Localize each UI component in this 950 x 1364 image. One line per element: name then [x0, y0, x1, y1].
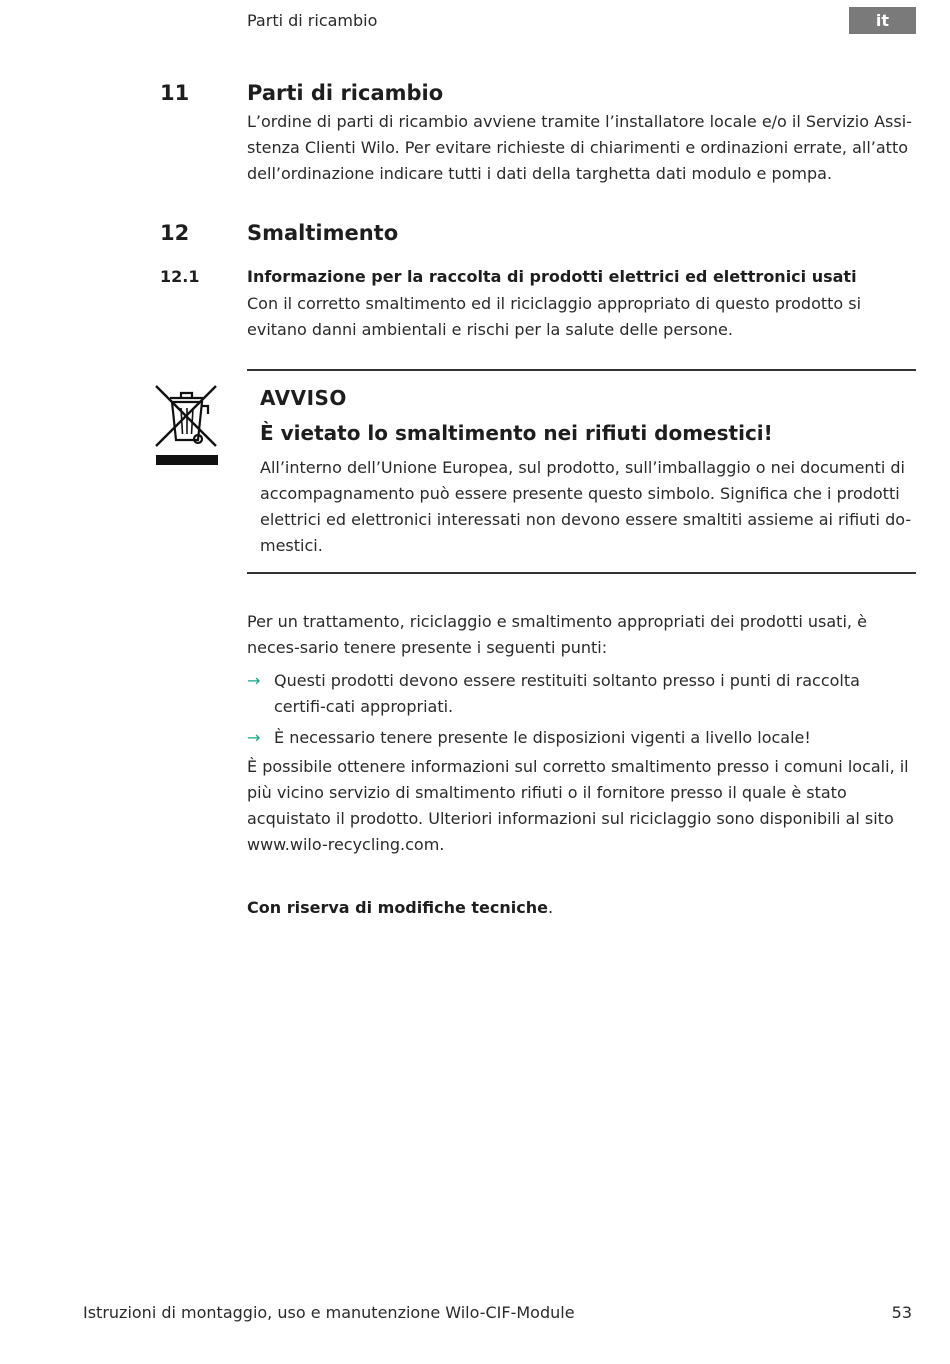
arrow-right-icon: → — [247, 671, 261, 690]
notice-bottom-rule — [247, 572, 916, 574]
section-paragraph: L’ordine di parti di ricambio avviene tramite l’installatore locale e/o il Servizio Assi-stenza Clienti Wilo. Per evitare richieste di chiarimenti e ordinazioni errate, all’atto dell’ordinazione indicare tutti i dati della targhetta dati modulo e pompa. — [247, 112, 912, 183]
section-title: Parti di ricambio — [247, 81, 444, 105]
subsection-title: Informazione per la raccolta di prodotti elettrici ed elettronici usati — [247, 267, 857, 286]
arrow-right-icon: → — [247, 728, 261, 747]
closing-paragraph: È possibile ottenere informazioni sul corretto smaltimento presso i comuni locali, il più vicino servizio di smaltimento rifiuti o il fornitore presso il quale è stato acquistato il prodotto. Ulteriori informazioni sul riciclaggio sono disponibili al sito www.wilo-recycling.com. — [247, 757, 909, 854]
technical-reserve-note — [247, 898, 553, 917]
intro-paragraph: Per un trattamento, riciclaggio e smaltimento appropriati dei prodotti usati, è neces-sario tenere presente i seguenti punti: — [247, 612, 867, 657]
section-number: 11 — [160, 81, 190, 105]
notice-label: AVVISO — [260, 386, 347, 410]
language-badge: it — [849, 7, 916, 34]
reserve-bold-text: Con riserva di modifiche tecniche — [247, 898, 548, 917]
list-item-text: È necessario tenere presente le disposizioni vigenti a livello locale! — [274, 728, 811, 747]
notice-heading: È vietato lo smaltimento nei rifiuti domestici! — [260, 421, 773, 445]
footer-document-title: Istruzioni di montaggio, uso e manutenzione Wilo-CIF-Module — [83, 1303, 575, 1322]
list-item — [247, 725, 916, 751]
crossed-out-wheelie-bin-icon — [154, 384, 219, 466]
section-title: Smaltimento — [247, 221, 399, 245]
list-item — [247, 668, 916, 720]
notice-text: All’interno dell’Unione Europea, sul prodotto, sull’imballaggio o nei documenti di accompagnamento può essere presente questo simbolo. Significa che i prodotti elettrici ed elettronici interessati non devono essere smaltiti assieme ai rifiuti do-mestici. — [260, 458, 912, 555]
subsection-paragraph: Con il corretto smaltimento ed il riciclaggio appropriato di questo prodotto si evitano danni ambientali e rischi per la salute delle persone. — [247, 294, 862, 339]
reserve-suffix: . — [547, 898, 554, 917]
running-header-title: Parti di ricambio — [247, 11, 378, 30]
subsection-number: 12.1 — [160, 267, 200, 286]
list-item-text: Questi prodotti devono essere restituiti soltanto presso i punti di raccolta certifi-cati appropriati. — [274, 671, 860, 716]
notice-top-rule — [247, 369, 916, 371]
section-number: 12 — [160, 221, 190, 245]
page-number: 53 — [891, 1303, 912, 1322]
